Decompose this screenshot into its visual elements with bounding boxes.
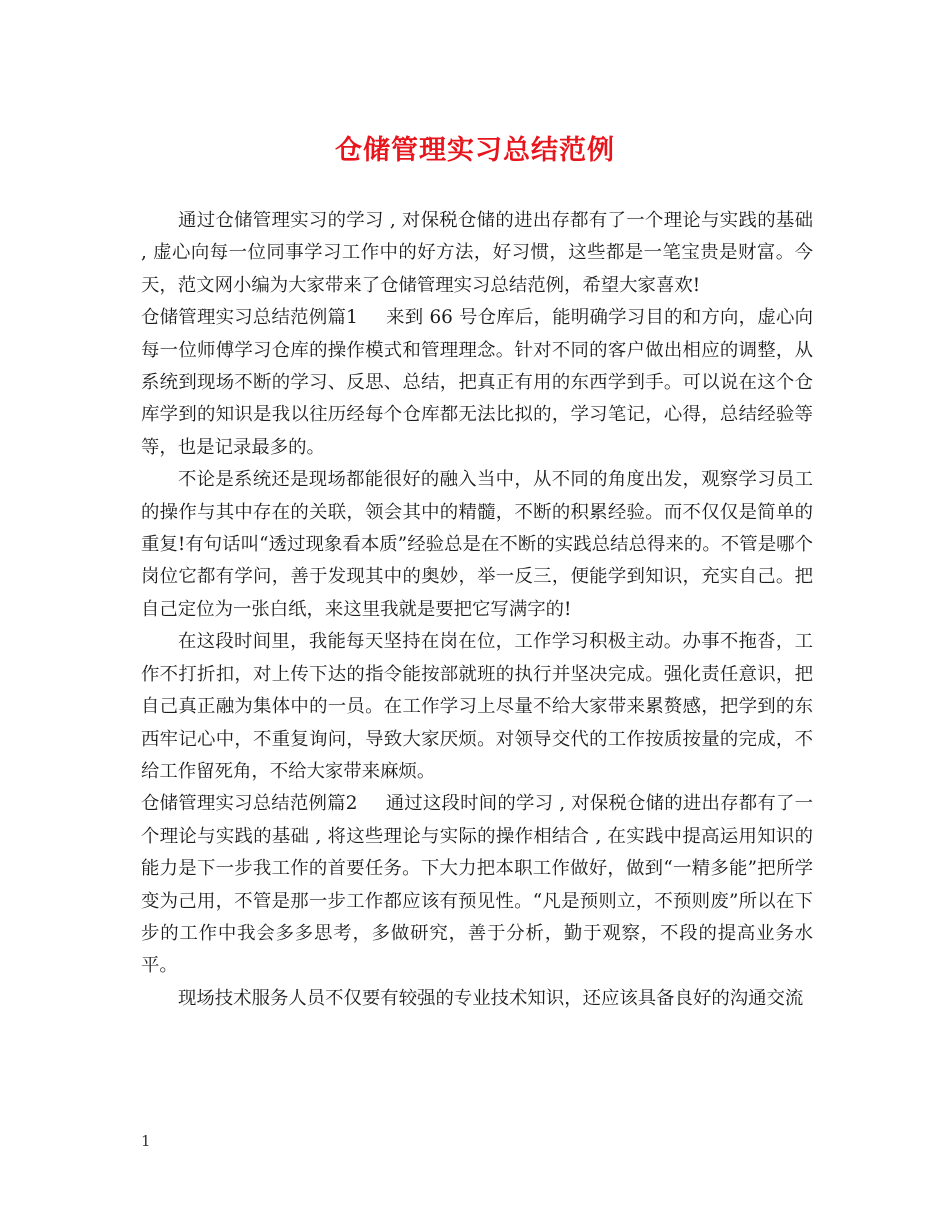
intro-paragraph: 通过仓储管理实习的学习 , 对保税仓储的进出存都有了一个理论与实践的基础 , 虚心向每一位同事学习工作中的好方法，好习惯，这些都是一笔宝贵是财富。今天，范文网小编为大家带来了仓储管理实习总结范例，希望大家喜欢!: [141, 210, 813, 296]
section-1-paragraph: [141, 302, 813, 464]
section-1-heading: 仓储管理实习总结范例篇1: [141, 307, 358, 329]
page-number: 1: [141, 1132, 151, 1150]
body-paragraph: 在这段时间里，我能每天坚持在岗在位，工作学习积极主动。办事不拖沓，工作不打折扣，对上传下达的指令能按部就班的执行并坚决完成。强化责任意识，把自己真正融为集体中的一员。在工作学习上尽量不给大家带来累赘感，把学到的东西牢记心中，不重复询问，导致大家厌烦。对领导交代的工作按质按量的完成，不给工作留死角，不给大家带来麻烦。: [141, 631, 813, 782]
section-2-heading: 仓储管理实习总结范例篇2: [141, 793, 358, 815]
document-title: 仓储管理实习总结范例: [335, 135, 615, 166]
section-2-paragraph: [141, 788, 813, 982]
section-1-text: 来到 66 号仓库后，能明确学习目的和方向，虚心向每一位师傅学习仓库的操作模式和管理理念。针对不同的客户做出相应的调整，从系统到现场不断的学习、反思、总结，把真正有用的东西学到手。可以说在这个仓库学到的知识是我以往历经每个仓库都无法比拟的，学习笔记，心得，总结经验等等，也是记录最多的。: [141, 307, 814, 458]
section-2-text: 通过这段时间的学习 , 对保税仓储的进出存都有了一个理论与实践的基础 , 将这些理论与实际的操作相结合 , 在实践中提高运用知识的能力是下一步我工作的首要任务。下大力把本职工作做好，做到“一精多能”把所学变为己用，不管是那一步工作都应该有预见性。“凡是预则立，不预则废”所以在下步的工作中我会多多思考，多做研究，善于分析，勤于观察，不段的提高业务水平。: [141, 793, 813, 977]
body-paragraph: 不论是系统还是现场都能很好的融入当中，从不同的角度出发，观察学习员工的操作与其中存在的关联，领会其中的精髓，不断的积累经验。而不仅仅是简单的重复!有句话叫“透过现象看本质”经验总是在不断的实践总结总得来的。不管是哪个岗位它都有学问，善于发现其中的奥妙，举一反三，便能学到知识，充实自己。把自己定位为一张白纸，来这里我就是要把它写满字的!: [141, 469, 813, 620]
body-paragraph: 现场技术服务人员不仅要有较强的专业技术知识，还应该具备良好的沟通交流: [178, 987, 804, 1009]
document-body: [141, 205, 813, 1015]
